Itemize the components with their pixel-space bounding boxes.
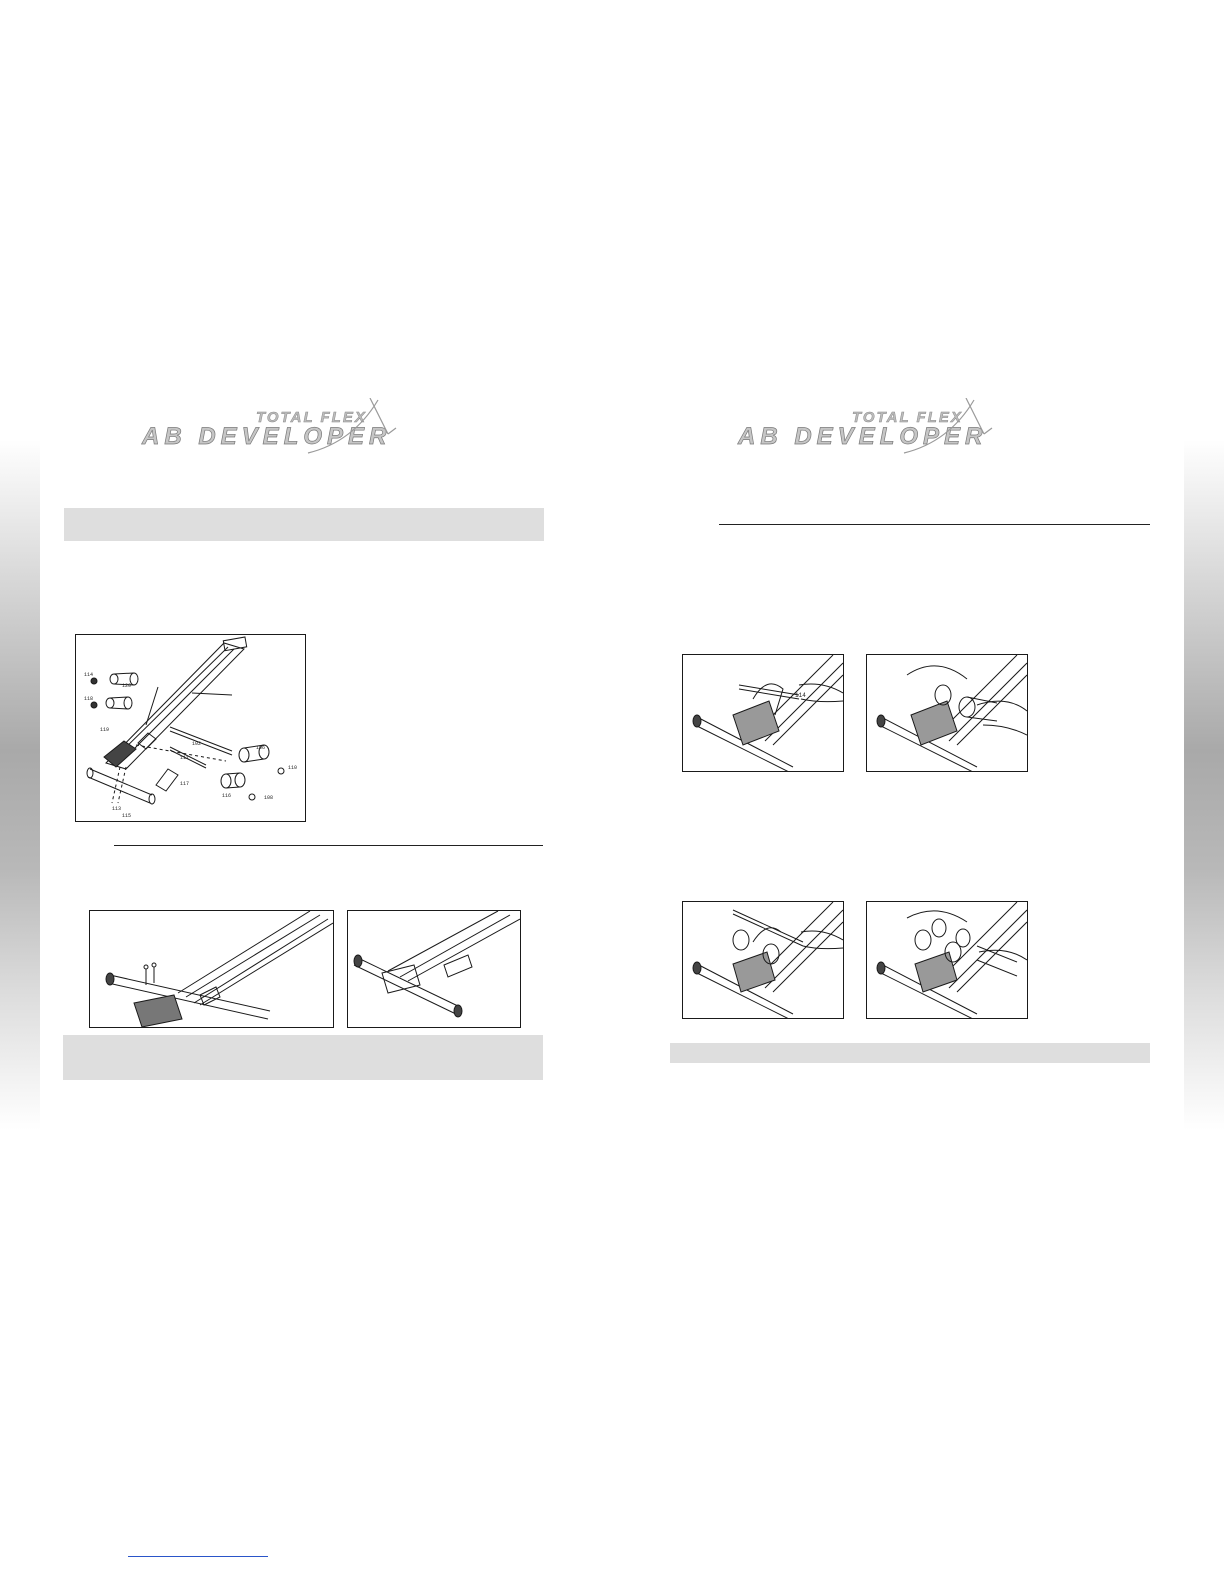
brand-logo-left xyxy=(138,398,468,458)
brand-top-text: TOTAL FLEX xyxy=(852,409,963,426)
step-drawing-bar-mount xyxy=(89,910,334,1028)
step-drawing-bar-attached xyxy=(347,910,521,1028)
brand-main-text: AB DEVELOPER xyxy=(738,423,988,450)
part-label: 118 xyxy=(84,696,94,702)
part-label: 110 xyxy=(288,765,298,771)
brand-logo-right xyxy=(734,398,1064,458)
part-label: 116 xyxy=(222,793,232,799)
brand-main-text: AB DEVELOPER xyxy=(142,423,392,450)
step-photo-insert-rod-second xyxy=(682,901,844,1019)
part-label: 106 xyxy=(256,745,266,751)
part-label: 115 xyxy=(122,813,132,819)
part-label: 114 xyxy=(84,672,94,678)
step-photo-attach-roller-second xyxy=(866,901,1028,1019)
brand-top-text: TOTAL FLEX xyxy=(256,409,367,426)
part-label: 102 xyxy=(192,741,202,747)
part-label: 120 xyxy=(122,683,132,689)
left-page-edge-shading xyxy=(0,440,40,1130)
step-photo-insert-rod xyxy=(682,654,844,772)
step-photo-attach-roller xyxy=(866,654,1028,772)
part-label: 119 xyxy=(100,727,110,733)
section-header-bar-right xyxy=(670,1043,1150,1063)
part-label: 113 xyxy=(112,806,122,812)
step-divider-line xyxy=(114,845,543,846)
step-divider-line xyxy=(719,524,1150,525)
part-label: 108 xyxy=(264,795,274,801)
right-page-edge-shading xyxy=(1184,440,1224,1130)
part-label: 117 xyxy=(180,781,190,787)
section-header-bar-bottom xyxy=(63,1035,543,1080)
hyperlink-underline[interactable] xyxy=(128,1556,268,1557)
parts-diagram xyxy=(75,634,306,822)
section-header-bar xyxy=(64,508,544,541)
photo-part-label: 114 xyxy=(795,692,806,699)
part-label: 111 xyxy=(180,755,190,761)
